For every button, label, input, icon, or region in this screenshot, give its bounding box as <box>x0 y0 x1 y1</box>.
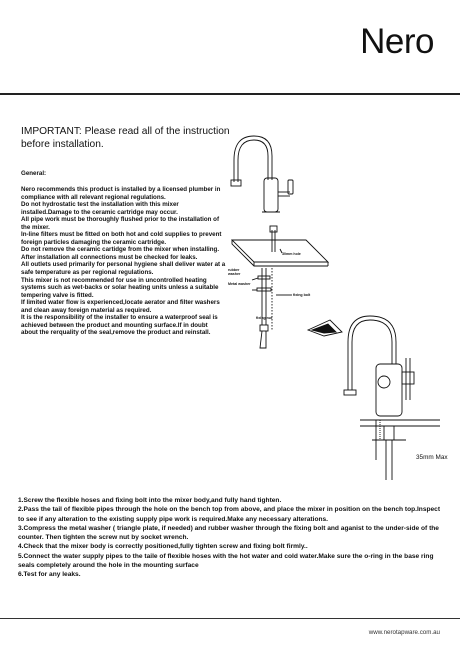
general-note: Do not hydrostatic test the installation with this mixer installed.Damage to the ceramic cartridge may occur. <box>21 201 179 216</box>
step-item: 1.Screw the flexible hoses and fixing bolt into the mixer body,and fully hand tighten. <box>18 497 282 504</box>
general-note: It is the responsibility of the installer to ensure a waterproof seal is achieved between the product and mounting surface.If in doubt about the rerquality of the seal,remove the product and reinstall. <box>21 314 218 337</box>
max-thickness-label: 35mm Max <box>416 454 448 461</box>
hole-label: 30mm hole <box>282 252 301 256</box>
step-item: 5.Connect the water supply pipes to the taile of flexible hoses with the hot water and cold water.Make sure the o-ring in the base ring seals completely around the hole in the mounting surface <box>18 552 434 570</box>
step-item: 6.Test for any leaks. <box>18 571 81 579</box>
general-note: This mixer is not recommended for use in uncontrolled heating systems such as wet-backs or solar heating units unless a suitable tempering valve is fitted. <box>21 276 219 299</box>
fixing-bolt-label: fixing bolt <box>293 293 311 297</box>
triangle-plate-illustration <box>308 320 342 336</box>
general-notes <box>21 186 226 337</box>
step-item: 4.Check that the mixer body is correctly positioned,fully tighten screw and fixing bolt firmly.. <box>18 543 308 551</box>
general-note: After installation all connections must be checked for leaks. <box>21 253 198 261</box>
metal-washer-label: Metal washer <box>228 282 251 286</box>
general-heading: General: <box>21 170 47 177</box>
header-divider <box>0 93 460 95</box>
general-note: All pipe work must be thoroughly flushed prior to the installation of the mixer. <box>21 216 220 231</box>
page-title: IMPORTANT: Please read all of the instruction before installation. <box>21 126 230 150</box>
general-note: If limited water flow is experienced,locate aerator and filter washers and clean away foreign material as required. <box>21 299 220 314</box>
general-note: Do not remove the ceramic cartidge from the mixer when installing. <box>21 246 220 254</box>
installation-diagram <box>220 120 460 480</box>
general-note: All outlets used primarily for personal hygiene shall deliver water at a safe temperature as per regional regulations. <box>21 261 226 277</box>
step-item: 2.Pass the tail of flexible pipes through the hole on the bench top from above, and place the mixer in position on the bench top.Inspect to see if any alteration to the existing supply pipe work is required.Make any necessary alterations. <box>18 506 441 523</box>
diagram-drawing <box>220 120 460 480</box>
footer-divider <box>0 618 460 619</box>
general-note: In-line filters must be fitted on both hot and cold supplies to prevent foreign particles damaging the ceramic cartridge. <box>21 231 222 246</box>
website-link[interactable]: www.nerotapware.com.au <box>368 629 440 636</box>
brand-logo: Nero <box>360 22 434 61</box>
step-item: 3.Compress the metal washer ( triangle plate, if needed) and rubber washer through the fixing bolt and aganist to the under-side of the counter. Then tighten the screw nut by socket wrench. <box>18 524 439 542</box>
rubber-washer-label: rubber washer <box>228 268 241 276</box>
mixer-illustration-top <box>231 136 293 212</box>
installation-steps <box>18 496 448 580</box>
fixing-nut-label: fixing nut <box>256 316 273 320</box>
general-note: Nero recommends this product is installed by a licensed plumber in compliance with all relevant regional regulations. <box>21 186 221 201</box>
